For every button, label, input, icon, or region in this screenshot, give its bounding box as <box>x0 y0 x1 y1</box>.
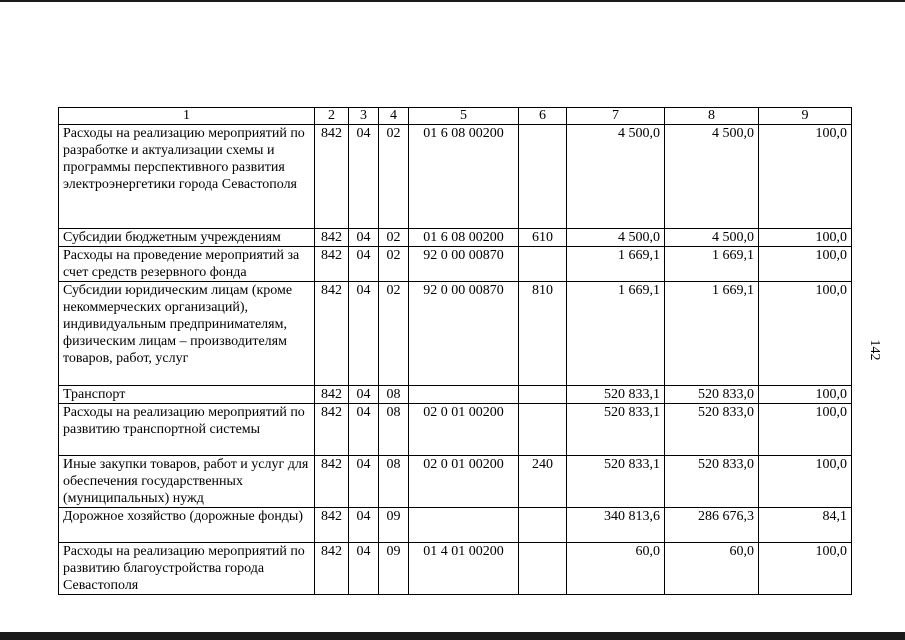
row-col-6 <box>519 125 567 229</box>
row-name: Расходы на реализацию мероприятий по разработке и актуализации схемы и программы перспективного развития электроэнергетики города Севастополя <box>59 125 315 229</box>
row-col-2: 842 <box>315 456 349 508</box>
row-col-9: 100,0 <box>759 229 852 247</box>
table-row <box>59 386 852 404</box>
row-col-7: 60,0 <box>567 543 665 595</box>
row-col-7: 520 833,1 <box>567 456 665 508</box>
row-col-3: 04 <box>349 386 379 404</box>
row-col-6: 240 <box>519 456 567 508</box>
header-cell-4: 4 <box>379 108 409 125</box>
header-cell-1: 1 <box>59 108 315 125</box>
page-number: 142 <box>867 339 882 361</box>
row-col-3: 04 <box>349 282 379 386</box>
row-col-7: 520 833,1 <box>567 404 665 456</box>
row-col-5: 92 0 00 00870 <box>409 282 519 386</box>
budget-table <box>58 107 852 595</box>
row-col-6 <box>519 508 567 543</box>
row-col-7: 1 669,1 <box>567 247 665 282</box>
header-cell-2: 2 <box>315 108 349 125</box>
table-row <box>59 282 852 386</box>
row-name: Субсидии бюджетным учреждениям <box>59 229 315 247</box>
row-col-8: 4 500,0 <box>665 125 759 229</box>
row-col-3: 04 <box>349 404 379 456</box>
row-col-5: 01 6 08 00200 <box>409 125 519 229</box>
row-name: Иные закупки товаров, работ и услуг для обеспечения государственных (муниципальных) нужд <box>59 456 315 508</box>
row-col-4: 02 <box>379 282 409 386</box>
row-col-2: 842 <box>315 282 349 386</box>
row-col-4: 08 <box>379 386 409 404</box>
row-col-8: 520 833,0 <box>665 404 759 456</box>
row-col-2: 842 <box>315 247 349 282</box>
row-col-9: 100,0 <box>759 282 852 386</box>
table-header-row <box>59 108 852 125</box>
row-col-9: 100,0 <box>759 543 852 595</box>
row-col-6 <box>519 247 567 282</box>
table-row <box>59 229 852 247</box>
header-cell-8: 8 <box>665 108 759 125</box>
row-col-7: 520 833,1 <box>567 386 665 404</box>
row-col-7: 340 813,6 <box>567 508 665 543</box>
row-col-3: 04 <box>349 247 379 282</box>
row-col-5 <box>409 386 519 404</box>
row-col-3: 04 <box>349 456 379 508</box>
header-cell-6: 6 <box>519 108 567 125</box>
row-col-5: 01 4 01 00200 <box>409 543 519 595</box>
row-col-7: 4 500,0 <box>567 229 665 247</box>
row-col-9: 100,0 <box>759 125 852 229</box>
header-cell-3: 3 <box>349 108 379 125</box>
row-col-8: 60,0 <box>665 543 759 595</box>
table-row <box>59 456 852 508</box>
row-col-6 <box>519 543 567 595</box>
row-col-8: 1 669,1 <box>665 247 759 282</box>
row-col-5: 02 0 01 00200 <box>409 404 519 456</box>
row-col-5: 01 6 08 00200 <box>409 229 519 247</box>
row-col-9: 100,0 <box>759 386 852 404</box>
row-col-5: 02 0 01 00200 <box>409 456 519 508</box>
row-col-7: 4 500,0 <box>567 125 665 229</box>
row-col-5 <box>409 508 519 543</box>
row-col-4: 09 <box>379 543 409 595</box>
row-col-3: 04 <box>349 229 379 247</box>
row-name: Дорожное хозяйство (дорожные фонды) <box>59 508 315 543</box>
row-col-6: 610 <box>519 229 567 247</box>
row-col-7: 1 669,1 <box>567 282 665 386</box>
header-cell-7: 7 <box>567 108 665 125</box>
table-row <box>59 125 852 229</box>
row-col-6 <box>519 386 567 404</box>
table-row <box>59 247 852 282</box>
row-col-8: 1 669,1 <box>665 282 759 386</box>
row-col-8: 520 833,0 <box>665 456 759 508</box>
row-col-2: 842 <box>315 125 349 229</box>
page-edge-bottom <box>0 632 905 640</box>
row-col-6: 810 <box>519 282 567 386</box>
row-col-4: 09 <box>379 508 409 543</box>
page-edge-top <box>0 0 905 2</box>
header-cell-5: 5 <box>409 108 519 125</box>
row-col-9: 100,0 <box>759 247 852 282</box>
row-name: Расходы на реализацию мероприятий по развитию благоустройства города Севастополя <box>59 543 315 595</box>
row-col-2: 842 <box>315 229 349 247</box>
row-col-6 <box>519 404 567 456</box>
row-col-3: 04 <box>349 543 379 595</box>
row-col-8: 4 500,0 <box>665 229 759 247</box>
row-col-4: 02 <box>379 247 409 282</box>
row-col-4: 02 <box>379 229 409 247</box>
row-col-3: 04 <box>349 125 379 229</box>
row-col-2: 842 <box>315 543 349 595</box>
row-col-8: 520 833,0 <box>665 386 759 404</box>
row-col-9: 100,0 <box>759 456 852 508</box>
row-name: Субсидии юридическим лицам (кроме некоммерческих организаций), индивидуальным предпринимателям, физическим лицам – производителям товаров, работ, услуг <box>59 282 315 386</box>
row-name: Расходы на проведение мероприятий за счет средств резервного фонда <box>59 247 315 282</box>
row-col-4: 02 <box>379 125 409 229</box>
row-col-2: 842 <box>315 404 349 456</box>
row-name: Транспорт <box>59 386 315 404</box>
row-col-5: 92 0 00 00870 <box>409 247 519 282</box>
table-row <box>59 404 852 456</box>
row-col-4: 08 <box>379 456 409 508</box>
row-name: Расходы на реализацию мероприятий по развитию транспортной системы <box>59 404 315 456</box>
row-col-9: 100,0 <box>759 404 852 456</box>
row-col-8: 286 676,3 <box>665 508 759 543</box>
row-col-4: 08 <box>379 404 409 456</box>
row-col-3: 04 <box>349 508 379 543</box>
table-row <box>59 508 852 543</box>
header-cell-9: 9 <box>759 108 852 125</box>
row-col-9: 84,1 <box>759 508 852 543</box>
row-col-2: 842 <box>315 386 349 404</box>
row-col-2: 842 <box>315 508 349 543</box>
table-row <box>59 543 852 595</box>
